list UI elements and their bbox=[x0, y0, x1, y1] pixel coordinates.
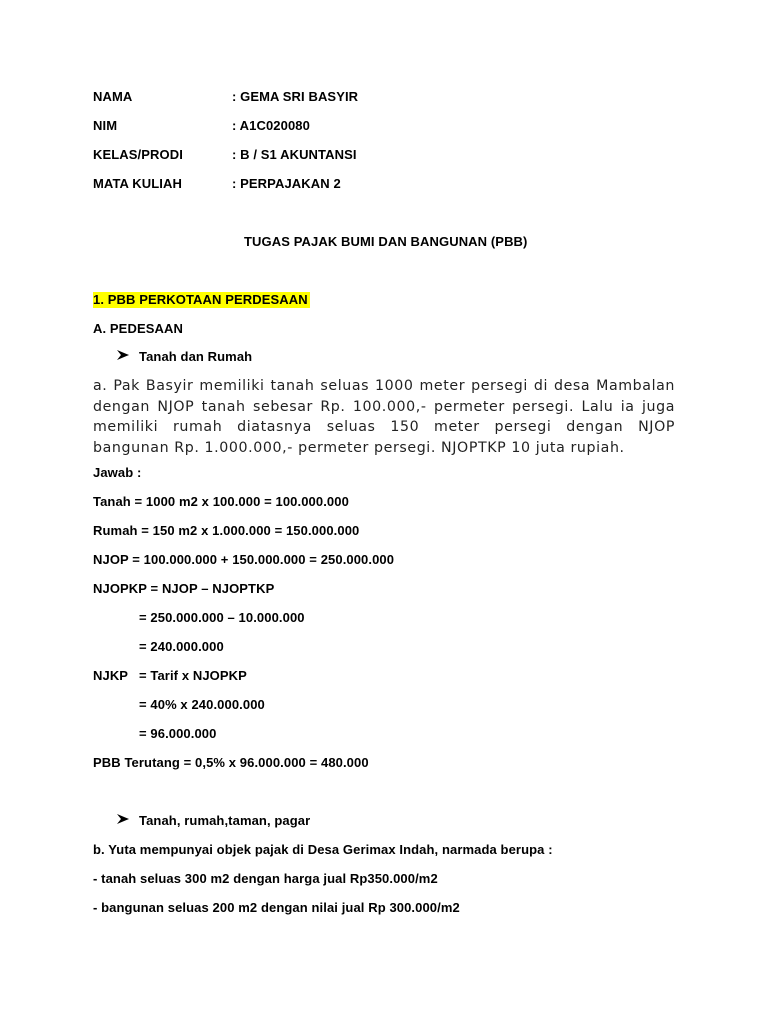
calc-njopkp-step2: = 250.000.000 – 10.000.000 bbox=[139, 610, 305, 625]
document-title: TUGAS PAJAK BUMI DAN BANGUNAN (PBB) bbox=[244, 234, 528, 249]
class-value: : B / S1 AKUNTANSI bbox=[232, 147, 357, 162]
course-value: : PERPAJAKAN 2 bbox=[232, 176, 341, 191]
bullet-tanah-rumah: Tanah dan Rumah bbox=[139, 349, 253, 364]
problem-a-paragraph: a. Pak Basyir memiliki tanah seluas 1000 meter persegi di desa Mambalan dengan NJOP tanah sebesar Rp. 100.000,- permeter persegi. Lalu ia juga memiliki rumah diatasnya seluas 150 meter persegi dengan NJOP bangunan Rp. 1.000.000,- permeter persegi. NJOPTKP 10 juta rupiah. bbox=[93, 378, 675, 456]
calc-njopkp-step3: = 240.000.000 bbox=[139, 639, 224, 654]
calc-njkp-step2: = 40% x 240.000.000 bbox=[139, 697, 265, 712]
problem-b-text: b. Yuta mempunyai objek pajak di Desa Gerimax Indah, narmada berupa : bbox=[93, 842, 553, 857]
arrowhead-bullet-icon bbox=[116, 813, 130, 829]
section-heading-text: 1. PBB PERKOTAAN PERDESAAN bbox=[93, 292, 308, 307]
arrowhead-bullet-icon bbox=[116, 349, 130, 365]
calc-njkp-label: NJKP bbox=[93, 668, 129, 683]
nim-value: : A1C020080 bbox=[232, 118, 310, 133]
course-label: MATA KULIAH bbox=[93, 176, 182, 191]
subheading-pedesaan: A. PEDESAAN bbox=[93, 321, 183, 336]
calc-pbb-terutang: PBB Terutang = 0,5% x 96.000.000 = 480.000 bbox=[93, 755, 369, 770]
calc-njop: NJOP = 100.000.000 + 150.000.000 = 250.000.000 bbox=[93, 552, 395, 567]
calc-tanah: Tanah = 1000 m2 x 100.000 = 100.000.000 bbox=[93, 494, 349, 509]
answer-label: Jawab : bbox=[93, 465, 142, 480]
list-item-tanah: - tanah seluas 300 m2 dengan harga jual Rp350.000/m2 bbox=[93, 871, 438, 886]
section-heading bbox=[93, 292, 310, 308]
name-value: : GEMA SRI BASYIR bbox=[232, 89, 359, 104]
calc-njkp-step3: = 96.000.000 bbox=[139, 726, 217, 741]
nim-label: NIM bbox=[93, 118, 118, 133]
name-label: NAMA bbox=[93, 89, 133, 104]
calc-rumah: Rumah = 150 m2 x 1.000.000 = 150.000.000 bbox=[93, 523, 360, 538]
list-item-bangunan: - bangunan seluas 200 m2 dengan nilai jual Rp 300.000/m2 bbox=[93, 900, 460, 915]
bullet-tanah-rumah-taman-pagar: Tanah, rumah,taman, pagar bbox=[139, 813, 311, 828]
class-label: KELAS/PRODI bbox=[93, 147, 183, 162]
calc-njopkp: NJOPKP = NJOP – NJOPTKP bbox=[93, 581, 275, 596]
calc-njkp-step1: = Tarif x NJOPKP bbox=[139, 668, 247, 683]
